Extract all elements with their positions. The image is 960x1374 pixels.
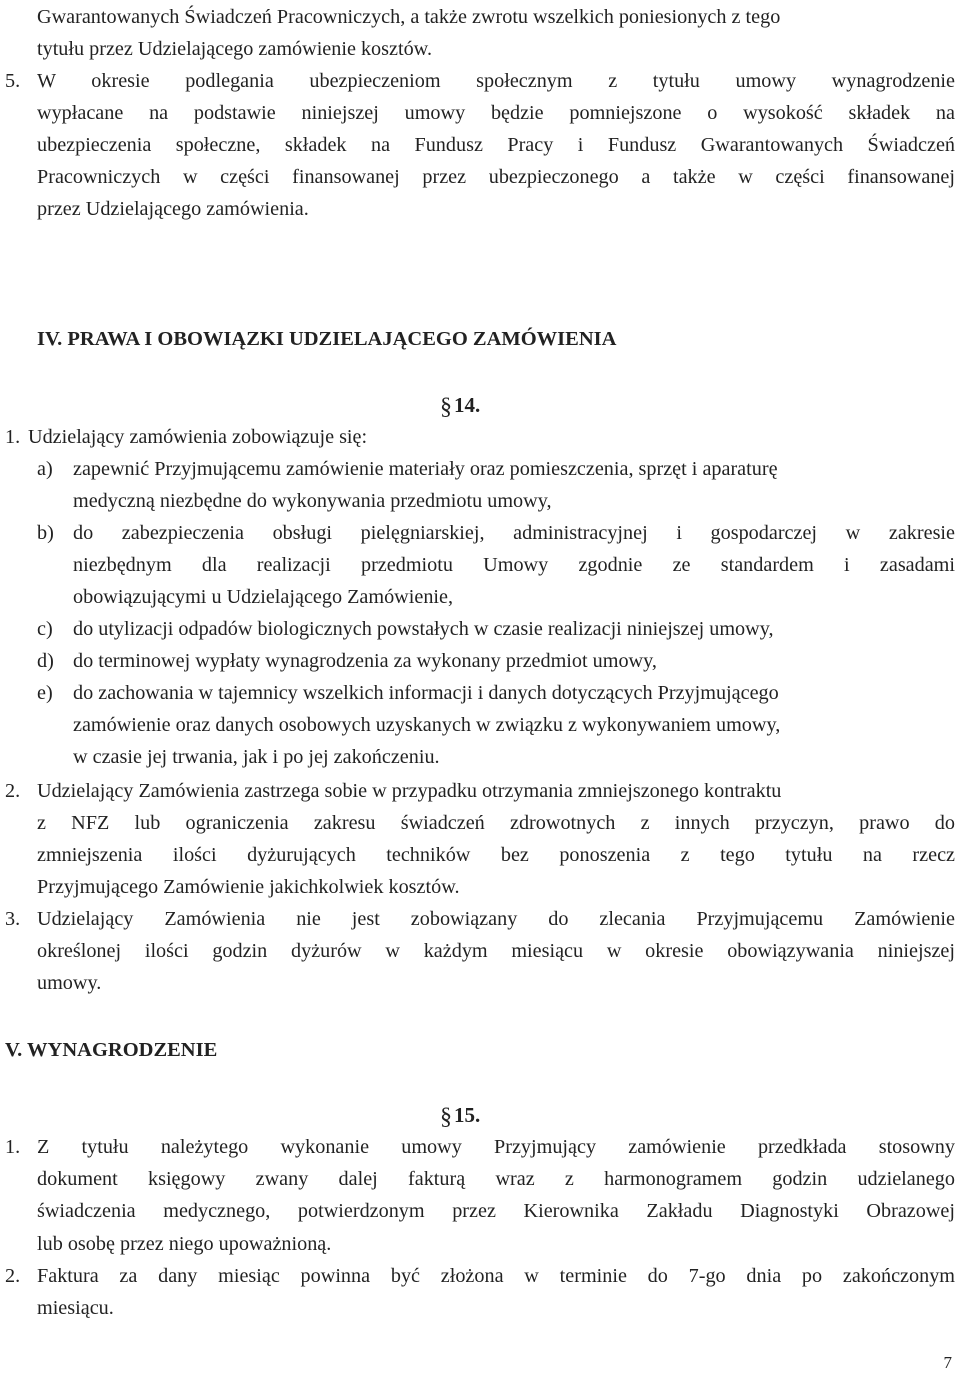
- section-iv-heading: IV. PRAWA I OBOWIĄZKI UDZIELAJĄCEGO ZAMÓWIENIA: [37, 328, 617, 350]
- section-sign: §: [440, 394, 452, 420]
- s5-item-2-line-2: miesiącu.: [37, 1297, 114, 1319]
- intro-line-2: tytułu przez Udzielającego zamówienie kosztów.: [37, 38, 432, 60]
- s4-item-1-number: 1.: [5, 426, 21, 448]
- s4-item-1-text: Udzielający zamówienia zobowiązuje się:: [28, 426, 368, 448]
- s5-item-2-line-1: Faktura za dany miesiąc powinna być złożona w terminie do 7-go dnia po zakończonym: [37, 1265, 955, 1287]
- point-5-number: 5.: [5, 70, 21, 92]
- s4-item-2-line-2: z NFZ lub ograniczenia zakresu świadczeń zdrowotnych z innych przyczyn, prawo do: [37, 812, 955, 834]
- s4-sub-e-line-3: w czasie jej trwania, jak i po jej zakończeniu.: [73, 746, 440, 768]
- s4-sub-d-label: d): [37, 650, 54, 672]
- s5-item-2-number: 2.: [5, 1265, 21, 1287]
- page-number: 7: [943, 1353, 952, 1372]
- paragraph-14-number: 14.: [454, 393, 481, 417]
- s4-sub-b-line-3: obowiązującymi u Udzielającego Zamówienie,: [73, 586, 454, 608]
- paragraph-15-title: [440, 1103, 480, 1129]
- s4-item-2-number: 2.: [5, 780, 21, 802]
- s4-sub-e-line-2: zamówienie oraz danych osobowych uzyskanych w związku z wykonywaniem umowy,: [73, 714, 781, 736]
- s4-sub-a-label: a): [37, 458, 53, 480]
- s5-item-1-line-2: dokument księgowy zwany dalej fakturą wraz z harmonogramem godzin udzielanego: [37, 1168, 955, 1190]
- s5-item-1-line-4: lub osobę przez niego upoważnioną.: [37, 1233, 332, 1255]
- s5-item-1-line-1: Z tytułu należytego wykonanie umowy Przyjmujący zamówienie przedkłada stosowny: [37, 1136, 955, 1158]
- paragraph-14-title: [440, 393, 480, 419]
- s4-sub-c-line-1: do utylizacji odpadów biologicznych powstałych w czasie realizacji niniejszej umowy,: [73, 618, 774, 640]
- s4-item-2-line-3: zmniejszenia ilości dyżurujących techników bez ponoszenia z tego tytułu na rzecz: [37, 844, 955, 866]
- section-sign: §: [440, 1104, 452, 1130]
- section-v-heading: V. WYNAGRODZENIE: [5, 1039, 218, 1061]
- s4-sub-e-line-1: do zachowania w tajemnicy wszelkich informacji i danych dotyczących Przyjmującego: [73, 682, 779, 704]
- point-5-line-5: przez Udzielającego zamówienia.: [37, 198, 309, 220]
- s4-item-3-line-3: umowy.: [37, 972, 102, 994]
- s4-sub-b-line-2: niezbędnym dla realizacji przedmiotu Umowy zgodnie ze standardem i zasadami: [73, 554, 955, 576]
- s4-sub-a-line-1: zapewnić Przyjmującemu zamówienie materiały oraz pomieszczenia, sprzęt i aparaturę: [73, 458, 778, 480]
- s4-item-3-line-2: określonej ilości godzin dyżurów w każdym miesiącu w okresie obowiązywania niniejszej: [37, 940, 955, 962]
- s4-item-2-line-1: Udzielający Zamówienia zastrzega sobie w przypadku otrzymania zmniejszonego kontraktu: [37, 780, 782, 802]
- point-5-line-3: ubezpieczenia społeczne, składek na Fundusz Pracy i Fundusz Gwarantowanych Świadczeń: [37, 134, 955, 156]
- s4-sub-e-label: e): [37, 682, 53, 704]
- s4-item-3-number: 3.: [5, 908, 21, 930]
- point-5-line-1: W okresie podlegania ubezpieczeniom społecznym z tytułu umowy wynagrodzenie: [37, 70, 955, 92]
- point-5-line-4: Pracowniczych w części finansowanej przez ubezpieczonego a także w części finansowanej: [37, 166, 955, 188]
- point-5-line-2: wypłacane na podstawie niniejszej umowy będzie pomniejszone o wysokość składek na: [37, 102, 955, 124]
- s4-item-2-line-4: Przyjmującego Zamówienie jakichkolwiek kosztów.: [37, 876, 460, 898]
- intro-line-1: Gwarantowanych Świadczeń Pracowniczych, a także zwrotu wszelkich poniesionych z tego: [37, 6, 781, 28]
- s4-sub-a-line-2: medyczną niezbędne do wykonywania przedmiotu umowy,: [73, 490, 552, 512]
- s5-item-1-number: 1.: [5, 1136, 21, 1158]
- s4-sub-b-label: b): [37, 522, 54, 544]
- s5-item-1-line-3: świadczenia medycznego, potwierdzonym przez Kierownika Zakładu Diagnostyki Obrazowej: [37, 1200, 955, 1222]
- s4-sub-c-label: c): [37, 618, 53, 640]
- paragraph-15-number: 15.: [454, 1103, 481, 1127]
- s4-sub-d-line-1: do terminowej wypłaty wynagrodzenia za wykonany przedmiot umowy,: [73, 650, 657, 672]
- s4-item-3-line-1: Udzielający Zamówienia nie jest zobowiązany do zlecania Przyjmującemu Zamówienie: [37, 908, 955, 930]
- s4-sub-b-line-1: do zabezpieczenia obsługi pielęgniarskiej, administracyjnej i gospodarczej w zakresie: [73, 522, 955, 544]
